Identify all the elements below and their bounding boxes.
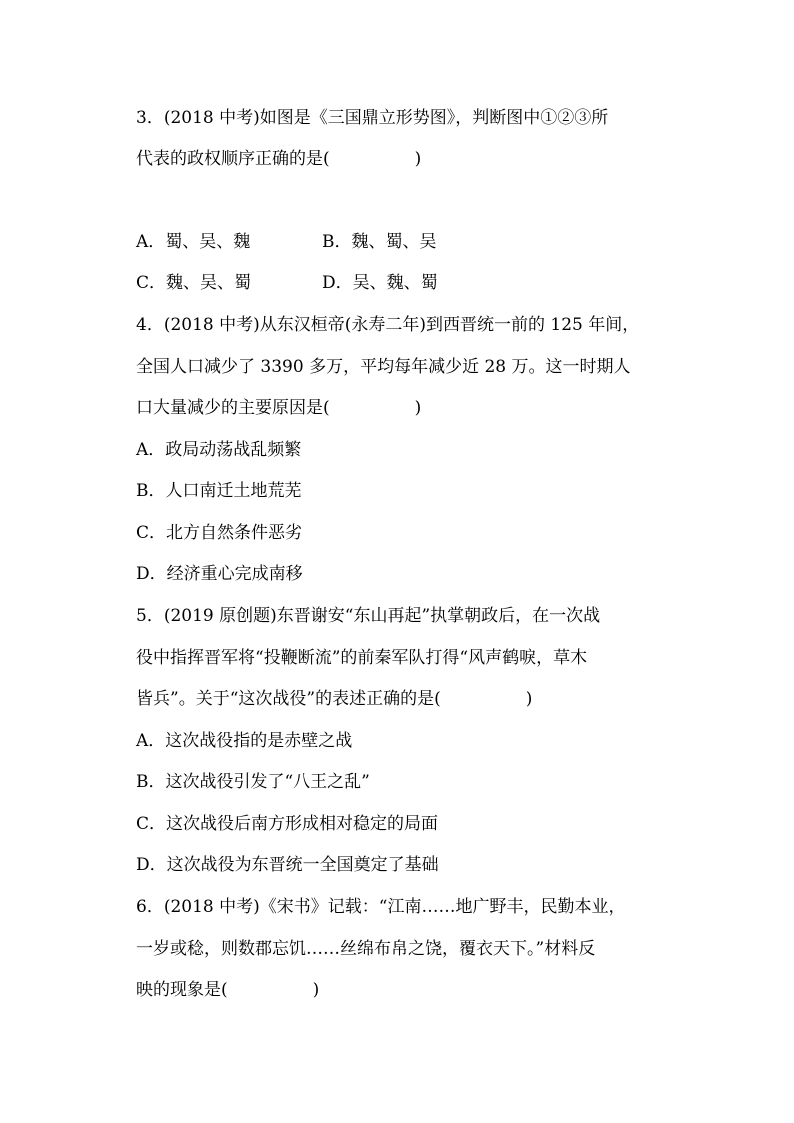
q3-line-2: 代表的政权顺序正确的是( ): [136, 149, 422, 169]
q4-option-d: D．经济重心完成南移: [136, 564, 303, 584]
q5-option-c: C．这次战役后南方形成相对稳定的局面: [136, 814, 439, 834]
q5-option-b: B．这次战役引发了“八王之乱”: [136, 772, 370, 792]
q4-option-b: B．人口南迁土地荒芜: [136, 481, 302, 501]
q6-line-1: 6．(2018 中考)《宋书》记载：“江南……地广野丰，民勤本业，: [136, 897, 626, 917]
q4-option-c: C．北方自然条件恶劣: [136, 523, 303, 543]
q4-line-3: 口大量减少的主要原因是( ): [136, 398, 422, 418]
q5-option-a: A．这次战役指的是赤壁之战: [136, 731, 353, 751]
q6-line-2: 一岁或稔，则数郡忘饥……丝绵布帛之饶，覆衣天下。”材料反: [136, 939, 596, 959]
q3-line-1: 3．(2018 中考)如图是《三国鼎立形势图》，判断图中①②③所: [136, 108, 609, 128]
q5-line-3: 皆兵”。关于“这次战役”的表述正确的是( ): [136, 689, 533, 709]
q5-line-2: 役中指挥晋军将“投鞭断流”的前秦军队打得“风声鹤唳，草木: [136, 648, 588, 668]
q4-line-1: 4．(2018 中考)从东汉桓帝(永寿二年)到西晋统一前的 125 年间，: [136, 315, 640, 335]
q3-option-a: A．蜀、吴、魏: [136, 232, 251, 252]
q3-option-d: D．吴、魏、蜀: [322, 273, 438, 293]
q5-option-d: D．这次战役为东晋统一全国奠定了基础: [136, 855, 439, 875]
q3-option-b: B．魏、蜀、吴: [322, 232, 437, 252]
q4-line-2: 全国人口减少了 3390 多万，平均每年减少近 28 万。这一时期人: [136, 357, 631, 377]
q5-line-1: 5．(2019 原创题)东晋谢安“东山再起”执掌朝政后，在一次战: [136, 606, 601, 626]
q3-option-c: C．魏、吴、蜀: [136, 273, 252, 293]
q6-line-3: 映的现象是( ): [136, 980, 320, 1000]
q4-option-a: A．政局动荡战乱频繁: [136, 440, 302, 460]
